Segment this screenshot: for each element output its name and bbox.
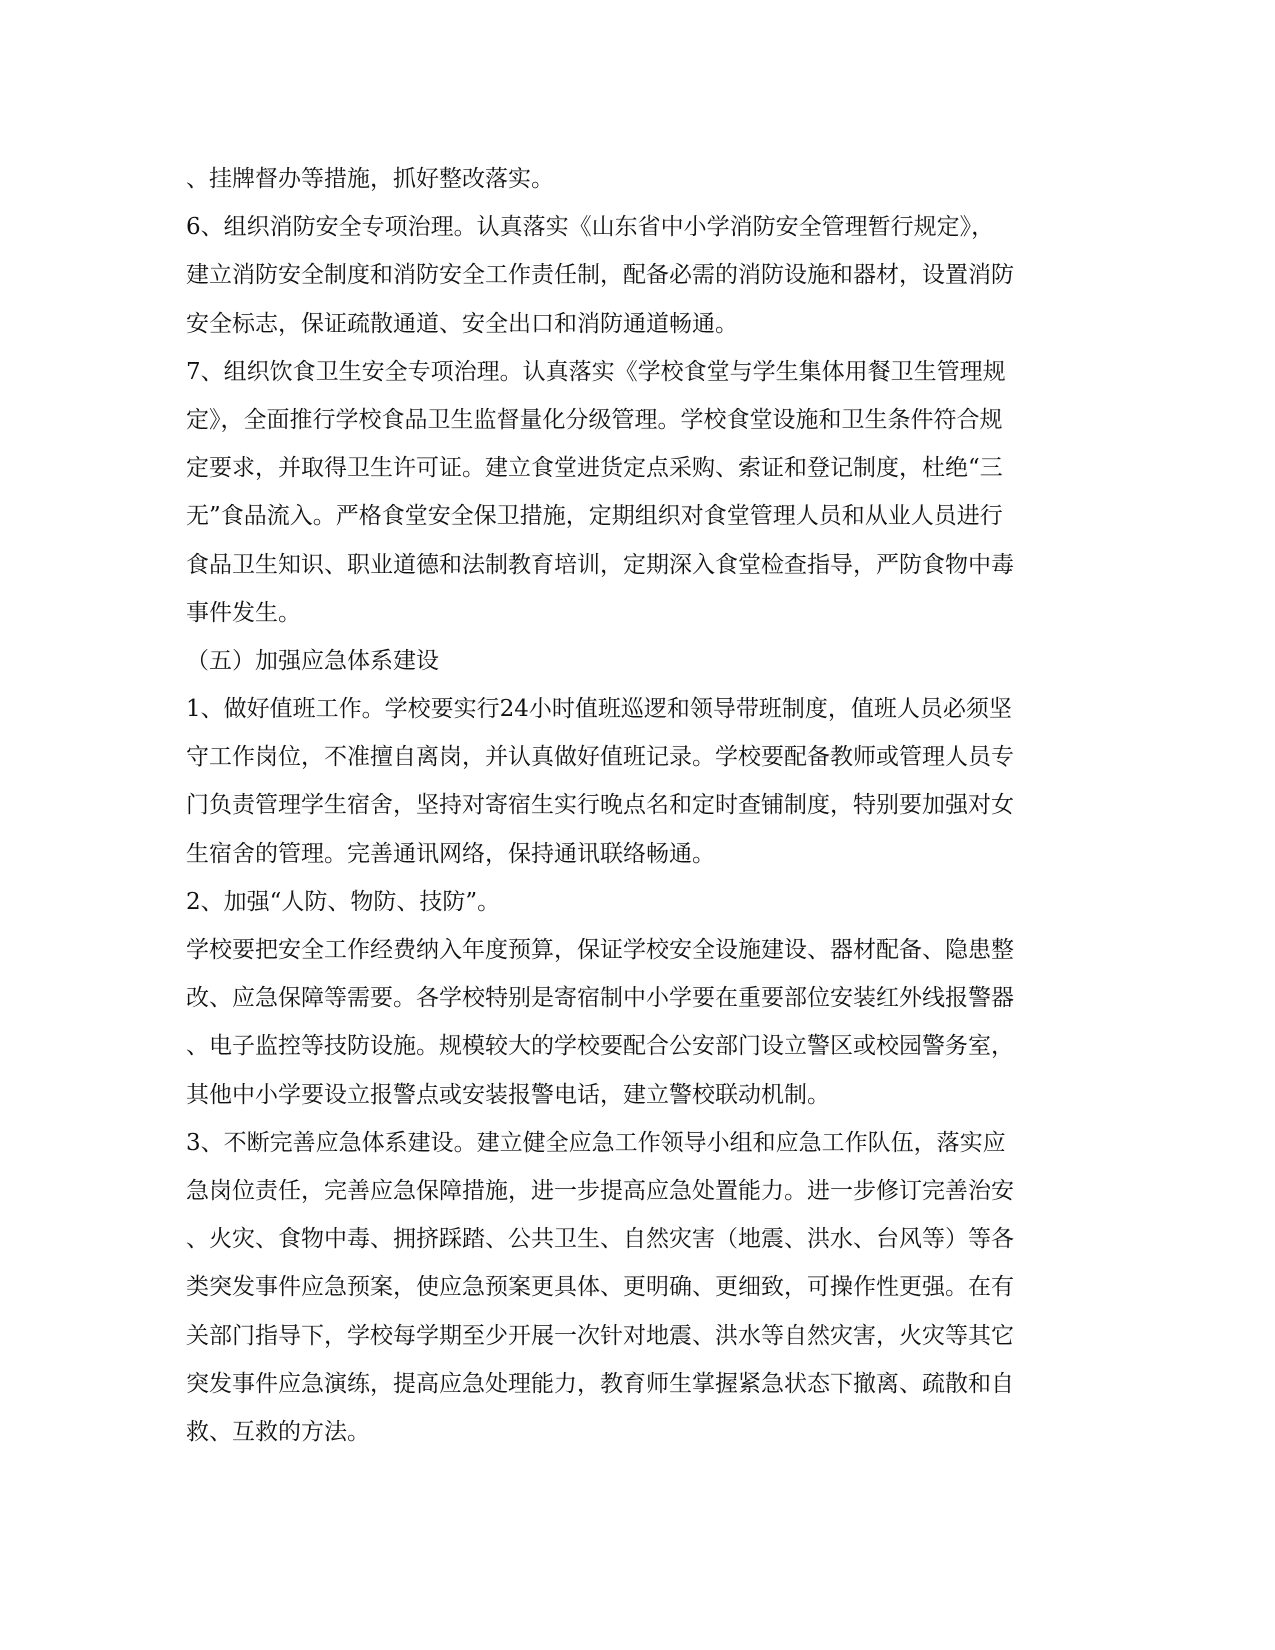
text-line: 改、应急保障等需要。各学校特别是寄宿制中小学要在重要部位安装红外线报警器 (186, 985, 1014, 1012)
text-line: 学校要把安全工作经费纳入年度预算，保证学校安全设施建设、器材配备、隐患整 (186, 937, 1014, 963)
text-line: 其他中小学要设立报警点或安装报警电话，建立警校联动机制。 (186, 1081, 830, 1108)
body-text (186, 155, 1086, 1456)
text-line: 生宿舍的管理。完善通讯网络，保持通讯联络畅通。 (186, 840, 715, 867)
text-line: 6、组织消防安全专项治理。认真落实《山东省中小学消防安全管理暂行规定》， (186, 214, 995, 241)
text-line: 无”食品流入。严格食堂安全保卫措施，定期组织对食堂管理人员和从业人员进行 (186, 503, 1003, 530)
text-line: 3、不断完善应急体系建设。建立健全应急工作领导小组和应急工作队伍，落实应 (186, 1129, 1006, 1156)
text-line: 7、组织饮食卫生安全专项治理。认真落实《学校食堂与学生集体用餐卫生管理规 (186, 358, 1006, 385)
text-line: 关部门指导下，学校每学期至少开展一次针对地震、洪水等自然灾害，火灾等其它 (186, 1322, 1014, 1349)
text-line: 1、做好值班工作。学校要实行24小时值班巡逻和领导带班制度，值班人员必须坚 (186, 696, 1012, 723)
text-line: 、挂牌督办等措施，抓好整改落实。 (186, 166, 554, 192)
text-line: 急岗位责任，完善应急保障措施，进一步提高应急处置能力。进一步修订完善治安 (186, 1177, 1014, 1204)
text-line: 、火灾、食物中毒、拥挤踩踏、公共卫生、自然灾害（地震、洪水、台风等）等各 (186, 1226, 1014, 1253)
text-line: 类突发事件应急预案，使应急预案更具体、更明确、更细致，可操作性更强。在有 (186, 1274, 1014, 1301)
text-line: 定》，全面推行学校食品卫生监督量化分级管理。学校食堂设施和卫生条件符合规 (186, 406, 1003, 433)
text-line: 食品卫生知识、职业道德和法制教育培训，定期深入食堂检查指导，严防食物中毒 (186, 551, 1014, 578)
text-line: 、电子监控等技防设施。规模较大的学校要配合公安部门设立警区或校园警务室， (186, 1033, 1014, 1060)
text-line: 2、加强“人防、物防、技防”。 (186, 888, 501, 915)
text-line: 救、互救的方法。 (186, 1418, 370, 1445)
text-line: 事件发生。 (186, 599, 301, 626)
section-heading: （五）加强应急体系建设 (186, 647, 439, 674)
text-line: 门负责管理学生宿舍，坚持对寄宿生实行晚点名和定时查铺制度，特别要加强对女 (186, 792, 1014, 819)
text-line: 建立消防安全制度和消防安全工作责任制，配备必需的消防设施和器材，设置消防 (186, 262, 1014, 289)
text-line: 突发事件应急演练，提高应急处理能力，教育师生掌握紧急状态下撤离、疏散和自 (186, 1370, 1014, 1397)
text-line: 定要求，并取得卫生许可证。建立食堂进货定点采购、索证和登记制度，杜绝“三 (186, 455, 1003, 482)
text-line: 安全标志，保证疏散通道、安全出口和消防通道畅通。 (186, 310, 738, 337)
text-line: 守工作岗位，不准擅自离岗，并认真做好值班记录。学校要配备教师或管理人员专 (186, 744, 1014, 771)
